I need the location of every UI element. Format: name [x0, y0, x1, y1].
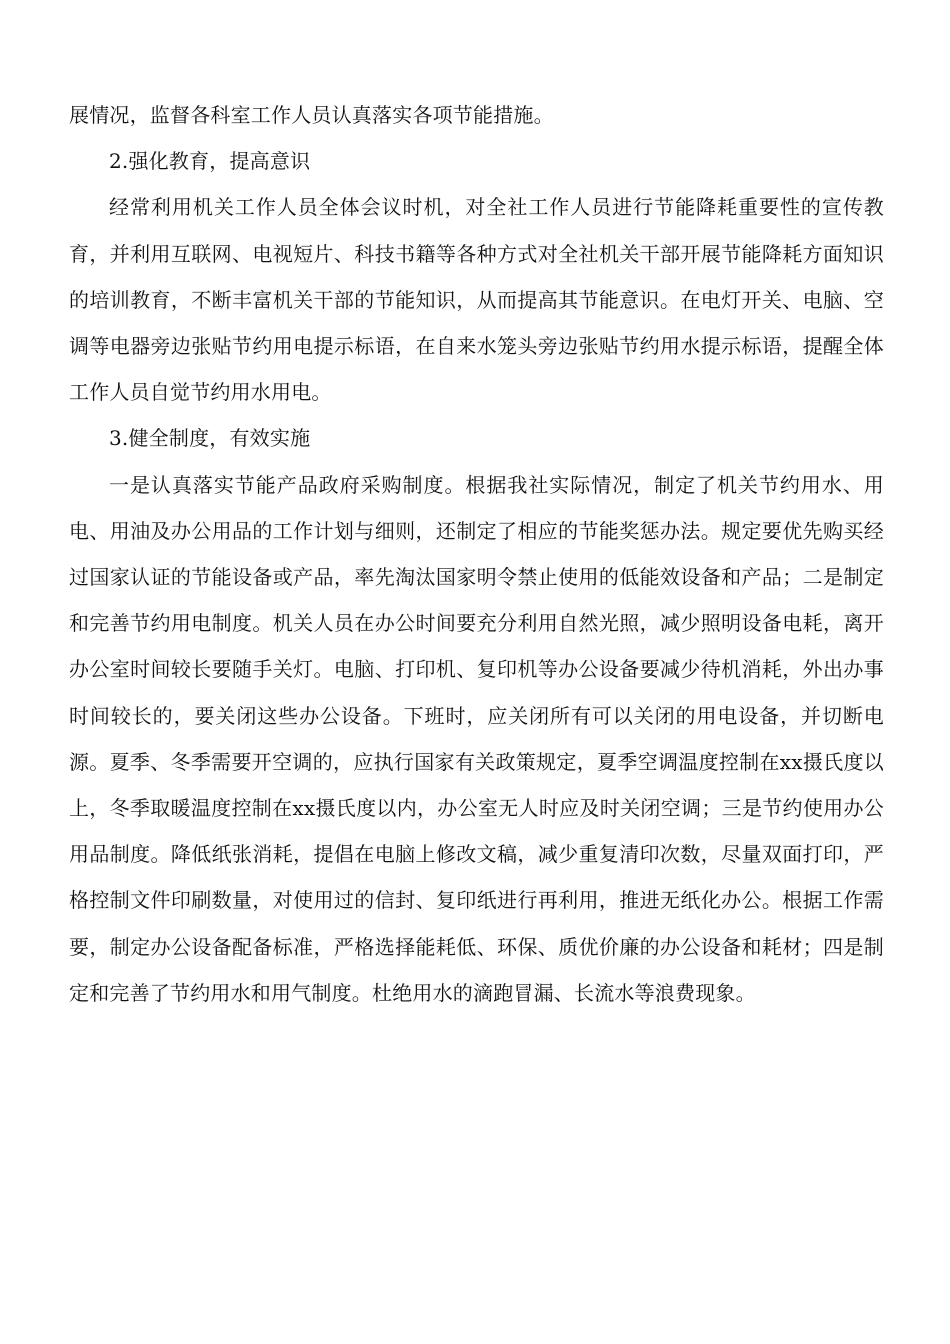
- paragraph-continuation: 展情况，监督各科室工作人员认真落实各项节能措施。: [69, 103, 554, 127]
- paragraph-system: 一是认真落实节能产品政府采购制度。根据我社实际情况，制定了机关节约用水、用电、用油及办公用品的工作计划与细则，还制定了相应的节能奖惩办法。规定要优先购买经过国家认证的节能设备或产品，率先淘汰国家明令禁止使用的低能效设备和产品；二是制定和完善节约用电制度。机关人员在办公时间要充分利用自然光照，减少照明设备电耗，离开办公室时间较长要随手关灯。电脑、打印机、复印机等办公设备要减少待机消耗，外出办事时间较长的，要关闭这些办公设备。下班时，应关闭所有可以关闭的用电设备，并切断电源。夏季、冬季需要开空调的，应执行国家有关政策规定，夏季空调温度控制在xx摄氏度以上，冬季取暖温度控制在xx摄氏度以内，办公室无人时应及时关闭空调；三是节约使用办公用品制度。降低纸张消耗，提倡在电脑上修改文稿，减少重复清印次数，尽量双面打印，严格控制文件印刷数量，对使用过的信封、复印纸进行再利用，推进无纸化办公。根据工作需要，制定办公设备配备标准，严格选择能耗低、环保、质优价廉的办公设备和耗材；四是制定和完善了节约用水和用气制度。杜绝用水的滴跑冒漏、长流水等浪费现象。: [69, 472, 884, 1005]
- document-page: [69, 92, 884, 1016]
- section-heading-education: 2.强化教育，提高意识: [109, 149, 311, 174]
- section-heading-system: 3.健全制度，有效实施: [109, 426, 311, 451]
- paragraph-education: 经常利用机关工作人员全体会议时机，对全社工作人员进行节能降耗重要性的宣传教育，并利用互联网、电视短片、科技书籍等各种方式对全社机关干部开展节能降耗方面知识的培训教育，不断丰富机关干部的节能知识，从而提高其节能意识。在电灯开关、电脑、空调等电器旁边张贴节约用电提示标语，在自来水笼头旁边张贴节约用水提示标语，提醒全体工作人员自觉节约用水用电。: [69, 195, 884, 405]
